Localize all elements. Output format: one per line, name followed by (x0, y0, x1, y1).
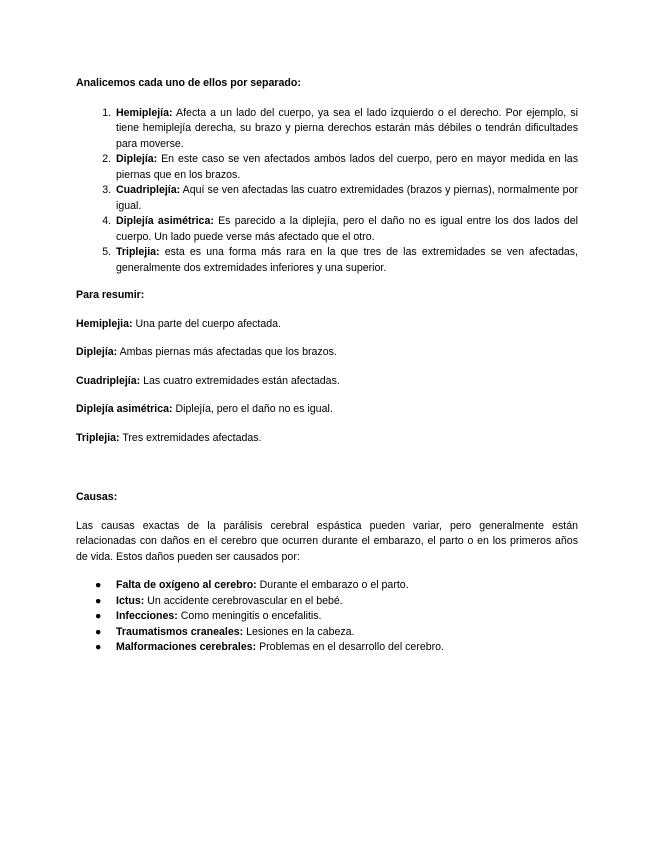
bullet-icon: ● (95, 594, 102, 607)
term: Falta de oxígeno al cerebro: (116, 579, 257, 591)
bullet-icon: ● (95, 579, 102, 591)
description: Tres extremidades afectadas. (119, 431, 262, 444)
term: Malformaciones cerebrales: (116, 641, 257, 653)
causes-heading: Causas: (76, 491, 118, 503)
term: Traumatismos craneales: (116, 625, 244, 638)
summary-line (76, 345, 578, 361)
bullet-icon: ● (95, 641, 102, 653)
description: Un accidente cerebrovascular en el bebé. (144, 594, 343, 607)
description: Durante el embarazo o el parto. (256, 579, 409, 591)
term: Infecciones: (116, 610, 178, 622)
summary-line (76, 431, 578, 447)
term: Triplejia: (76, 431, 120, 444)
summary-line (76, 374, 578, 390)
description: Es parecido a la diplejía, pero el daño no es igual entre los dos lados del cuerpo. Un lado puede verse más afectado que el otro. (116, 215, 578, 243)
term: Diplejía: (116, 153, 158, 165)
list-item (95, 594, 578, 610)
types-list (76, 106, 578, 277)
term: Cuadriplejía: (76, 374, 141, 387)
term: Hemiplejia: (76, 317, 133, 330)
term: Ictus: (116, 594, 145, 607)
description: Las cuatro extremidades están afectadas. (140, 374, 340, 387)
list-item (114, 245, 578, 276)
list-item (114, 152, 578, 183)
summary-line (76, 402, 578, 418)
summary-line (76, 317, 578, 333)
list-item (114, 183, 578, 214)
term: Diplejía asimétrica: (116, 215, 214, 227)
description: Como meningitis o encefalitis. (177, 610, 322, 622)
bullet-icon: ● (95, 610, 102, 622)
description: Diplejía, pero el daño no es igual. (172, 403, 333, 415)
list-item (95, 609, 578, 625)
description: esta es una forma más rara en la que tres de las extremidades se ven afectadas, generalmente dos extremidades inferiores y una superior. (116, 246, 578, 274)
term: Diplejía asimétrica: (76, 403, 173, 415)
term: Hemiplejía: (116, 106, 173, 119)
document-page (76, 76, 578, 656)
term: Diplejía: (76, 346, 118, 358)
description: Afecta a un lado del cuerpo, ya sea el lado izquierdo o el derecho. Por ejemplo, si tiene hemiplejía derecha, su brazo y pierna derechos estarán más débiles o tendrán dificultades para moverse. (116, 106, 578, 150)
summary-heading: Para resumir: (76, 289, 145, 301)
causes-list (76, 578, 578, 656)
list-item (114, 214, 578, 245)
description: Problemas en el desarrollo del cerebro. (256, 641, 444, 653)
description: En este caso se ven afectados ambos lados del cuerpo, pero en mayor medida en las piernas que en los brazos. (116, 153, 578, 181)
bullet-icon: ● (95, 625, 102, 638)
description: Lesiones en la cabeza. (243, 625, 355, 638)
list-item (114, 106, 578, 153)
causes-paragraph: Las causas exactas de la parálisis cerebral espástica pueden variar, pero generalmente están relacionadas con daños en el cerebro que ocurren durante el embarazo, el parto o en los primeros años de vida. Estos daños pueden ser causados por: (76, 519, 578, 563)
description: Aquí se ven afectadas las cuatro extremidades (brazos y piernas), normalmente por igual. (116, 184, 578, 212)
term: Cuadriplejía: (116, 184, 181, 196)
list-item (95, 640, 578, 656)
description: Una parte del cuerpo afectada. (132, 317, 281, 330)
intro-heading: Analicemos cada uno de ellos por separado: (76, 77, 301, 89)
list-item (95, 578, 578, 594)
list-item (95, 625, 578, 641)
term: Triplejia: (116, 246, 160, 258)
description: Ambas piernas más afectadas que los brazos. (117, 346, 337, 358)
